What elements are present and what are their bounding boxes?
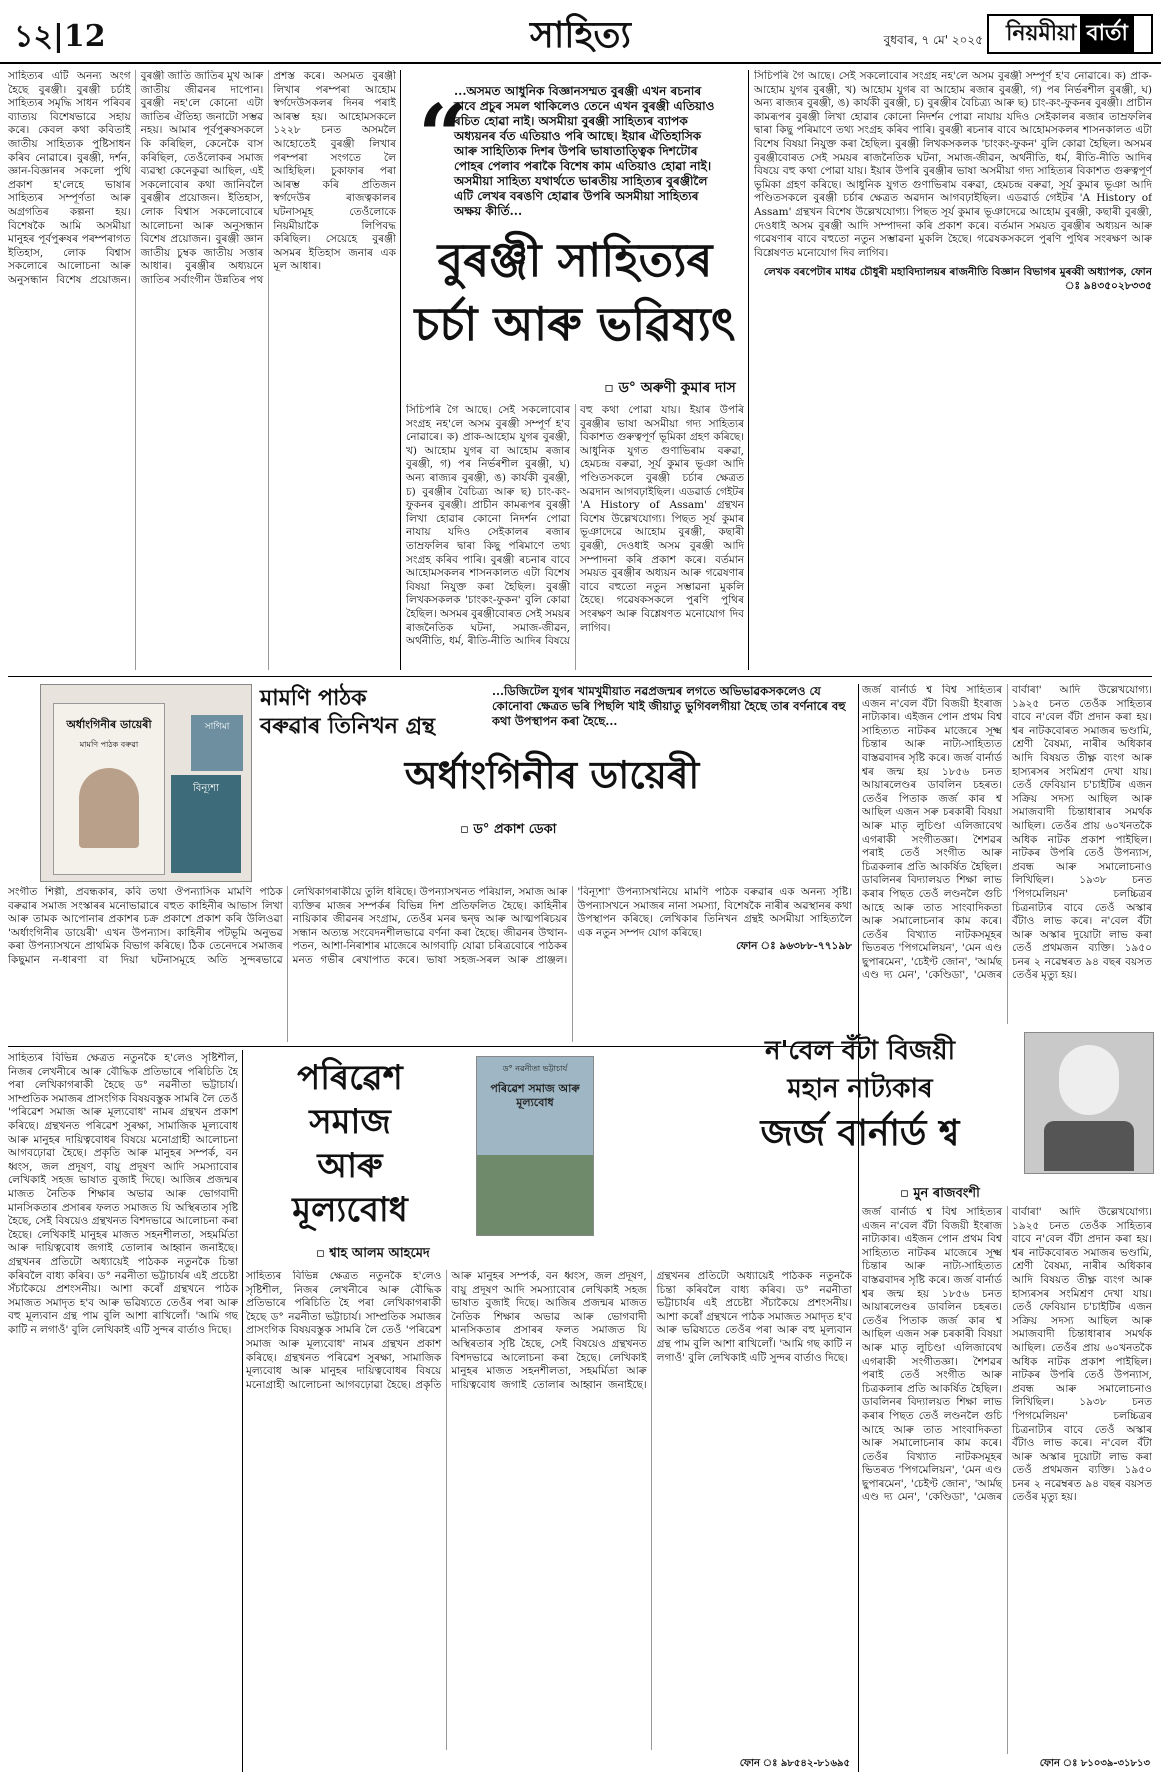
env-byline-text: শ্বাহ আলম আহমেদ [329,1246,430,1261]
shaw-headline-3: জৰ্জ বাৰ্নাৰ্ড শ্ব [760,1112,960,1154]
quote-mark-icon: “ [418,86,468,187]
burunji-body-right [754,70,1152,670]
section-divider [8,676,1152,677]
burunji-byline [560,376,780,400]
burunji-headline-line2: চৰ্চা আৰু ভৱিষ্যৎ [414,297,736,351]
burunji-body-left: সাহিত্যৰ এটি অনন্য অংগ হৈছে বুৰঞ্জী। বুৰঞ্জী চৰ্চাই সাহিত্যৰ সমৃদ্ধি সাধন পৰিবৰ ব্যাত্যয় বিশেষভাৱে সহায় কৰে। কেবল কথা কবিতাই জাতীয় সাহিত্যক পুষ্টিসাধন কৰিব নোৱাৰে। বুৰঞ্জী, দৰ্শন, জ্ঞান-বিজ্ঞানৰ সকলো পুথি প্ৰকাশ হ'লেহে ভাষাৰ সাহিত্যৰ সম্পূৰ্ণতা আৰু অগ্ৰগতিৰ কল্পনা হয়। বিশেষকৈ আমি অসমীয়া মানুহৰ পূৰ্বপুৰুষৰ পৰম্পৰাগত ইতিহাস, লোক বিশ্বাস সকলোৰে আলোচনা আৰু অনুসন্ধান বিশেষ প্ৰয়োজন। বুৰঞ্জী জাতি জাতিৰ মুখ আৰু জাতীয় জীৱনৰ দাপোন। বুৰঞ্জী নহ'লে কোনো এটা জাতিৰ ঐতিহ্য জনাটো সম্ভৱ নহয়। আমাৰ পূৰ্বপুৰুষসকলে কি কৰিছিল, কেনেকৈ বাস কৰিছিল, তেওঁলোকৰ সমাজ ব্যৱস্থা কেনেকুৱা আছিল, এই সকলোবোৰ কথা জানিবলৈ বুৰঞ্জীৰ প্ৰয়োজন। ইতিহাস, লোক বিশ্বাস সকলোবোৰে আলোচনা আৰু অনুসন্ধান বিশেষ প্ৰয়োজন। বুৰঞ্জী জ্ঞান জাতীয় চুম্বক জাতীয় সত্তাৰ আধাৰ। বুৰঞ্জীৰ অধ্যয়নে জাতিৰ সৰ্বাংগীন উন্নতিৰ পথ প্ৰশস্ত কৰে। অসমত বুৰঞ্জী লিখাৰ পৰম্পৰা আহোম স্বৰ্গদেউসকলৰ দিনৰ পৰাই আৰম্ভ হয়। আহোমসকলে ১২২৮ চনত অসমলৈ আহোতেই বুৰঞ্জী লিখাৰ পৰম্পৰা সংগতে লৈ আহিছিল। চুকাফাৰ পৰা আৰম্ভ কৰি প্ৰতিজন স্বৰ্গদেউৰ ৰাজত্বকালৰ ঘটনাসমূহ তেওঁলোকে নিয়মীয়াকৈ লিপিবদ্ধ কৰিছিল। সেয়েহে বুৰঞ্জী অসমৰ ইতিহাস জনাৰ এক মূল আধাৰ। [8,70,396,286]
byline-square-icon: ▫ [460,822,474,837]
env-headline-4: মূল্যবোধ [292,1190,408,1230]
book-cover-main [53,703,165,875]
author-portrait-image [79,768,139,848]
book-cover-title: অৰ্ধাংগিনীৰ ডায়েৰী [66,718,152,731]
environment-phone: ফোন ঃ ৯৮৫৪২-৮১৬৯৫ [739,1758,850,1769]
burunji-byline-text: ড° অৰুণী কুমাৰ দাস [618,380,736,396]
logo-left: নিয়মীয়া [1006,19,1077,46]
diary-teaser: ...ডিজিটেল যুগৰ খামখুমীয়াত নৱপ্ৰজন্মৰ লগতে অভিভাৱকসকলেও যে কোনোবা ক্ষেত্ৰত ভৰি পিছলি খাই জীয়াতু ভুগিবলগীয়া হৈছে তাৰ বৰ্ণনাৰে বহু কথা উপস্থাপন কৰা হৈছে... [492,684,846,728]
environment-byline [316,1244,516,1265]
shaw-body-top [862,684,1152,1024]
burunji-headline [355,228,795,378]
burunji-pull-quote: ...অসমত আধুনিক বিজ্ঞানসম্মত বুৰঞ্জী এখন ৰচনাৰ বাবে প্ৰচুৰ সমল থাকিলেও তেনে এখন বুৰঞ্জী এতিয়াও ৰচিত হোৱা নাই। অসমীয়া বুৰঞ্জী সাহিত্যৰ ব্যাপক অধ্যয়নৰ ৰ্বত এতিয়াও পৰি আছে। ইয়াৰ ঐতিহাসিক আৰু সাহিত্যিক দিশৰ উপৰি ভাষাতাত্ত্বিক দিশটোৰ পোহৰ পেলাব পৰাকৈ বিশেষ কাম এতিয়াও হোৱা নাই। অসমীয়া সাহিত্য যথাৰ্থতে ভাৰতীয় সাহিত্যৰ বুৰঞ্জীলৈ এটি লেখৰ বৰঙণি হোৱাৰ উপৰি অসমীয়া সাহিত্যৰ অক্ষয় কীৰ্তি... [454,84,715,218]
burunji-author-note: লেখক বৰপেটাৰ মাধৱ চৌধুৰী মহাবিদ্যালয়ৰ ৰাজনীতি বিজ্ঞান বিভাগৰ মুৰব্বী অধ্যাপক, ফোন ঃ ৯৪৩৫০২৮৩৩৫ [763,266,1152,292]
burunji-body-center: সিচিপৰি গৈ আছে। সেই সকলোবোৰ সংগ্ৰহ নহ'লে অসম বুৰঞ্জী সম্পূৰ্ণ হ'ব নোৱাৰে। ক) প্ৰাক-আহোম যুগৰ বুৰঞ্জী, খ) আহোম যুগৰ বা আহোম ৰজাৰ বুৰঞ্জী, গ) পৰ নিৰ্ভৰশীল বুৰঞ্জী, ঘ) অন্য ৰাজ্যৰ বুৰঞ্জী, ঙ) কাৰ্যকী বুৰঞ্জী, চ) বুৰঞ্জীৰ বৈচিত্ৰ্য আৰু ছ) চাং-কং-ফুকনৰ বুৰঞ্জী। প্ৰাচীন কামৰূপৰ বুৰঞ্জী লিখা হোৱাৰ কোনো নিদৰ্শন পোৱা নাযায় যদিও সেইকালৰ ৰজাৰ তাম্ৰফলিৰ দ্বাৰা কিছু পৰিমাণে তথ্য সংগ্ৰহ কৰিব পাৰি। বুৰঞ্জী ৰচনাৰ বাবে আহোমসকলৰ শাসনকালত এটা বিশেষ বিষয়া নিযুক্ত কৰা হৈছিল। বুৰঞ্জী লিখকসকলক 'চাংকং-ফুকন' বুলি কোৱা হৈছিল। অসমৰ বুৰঞ্জীবোৰত সেই সময়ৰ ৰাজনৈতিক ঘটনা, সমাজ-জীৱন, অৰ্থনীতি, ধৰ্ম, ৰীতি-নীতি আদিৰ বিষয়ে বহু কথা পোৱা যায়। ইয়াৰ উপৰি বুৰঞ্জীৰ ভাষা অসমীয়া গদ্য সাহিত্যৰ বিকাশত গুৰুত্বপূৰ্ণ ভূমিকা গ্ৰহণ কৰিছে। আধুনিক যুগত গুণাভিৰাম বৰুৱা, হেমচন্দ্ৰ বৰুৱা, সূৰ্য কুমাৰ ভূঞা আদি পণ্ডিতসকলে বুৰঞ্জী চৰ্চাৰ ক্ষেত্ৰত অৱদান আগবঢ়াইছিল। এডৱাৰ্ড গেইটৰ 'A History of Assam' গ্ৰন্থখন বিশেষ উল্লেখযোগ্য। পিছত সূৰ্য কুমাৰ ভূঞাদেৱে আহোম বুৰঞ্জী, কছাৰী বুৰঞ্জী, দেওধাই অসম বুৰঞ্জী আদি সম্পাদনা কৰি প্ৰকাশ কৰে। বৰ্তমান সময়ত বুৰঞ্জীৰ অধ্যয়ন আৰু গৱেষণাৰ বাবে বহুতো নতুন সম্ভাৱনা মুকলি হৈছে। গৱেষকসকলে পুৰণি পুথিৰ সংৰক্ষণ আৰু বিশ্লেষণত মনোযোগ দিব লাগিব। [406,404,744,648]
byline-square-icon: ▫ [316,1246,330,1261]
shaw-body-bottom [862,1206,1152,1754]
diary-headline: অৰ্ধাংগিনীৰ ডায়েৰী [404,752,700,797]
column-divider [242,1050,243,1772]
shaw-body-bottom-text: জৰ্জ বাৰ্নাৰ্ড শ্ব বিশ্ব সাহিত্যৰ এজন ন'বেল বঁটা বিজয়ী ইংৰাজ নাট্যকাৰ। এইজন পোন প্ৰথম বিশ্ব সাহিত্যত নাটকৰ মাজেৰে সূক্ষ্ম চিন্তাৰ আৰু নাট্য-সাহিত্যত বাস্তৱবাদৰ সৃষ্টি কৰে। জৰ্জ বাৰ্নাৰ্ড শ্বৰ জন্ম হয় ১৮৫৬ চনত আয়াৰলেণ্ডৰ ডাবলিন চহৰত। তেওঁৰ পিতাক জৰ্জ কাৰ শ্ব আছিল এজন সৰু চৰকাৰী বিষয়া আৰু মাতৃ লুচিণ্ডা এলিজাবেথ এগৰাকী সংগীতজ্ঞা। শৈশৱৰ পৰাই তেওঁ সংগীত আৰু চিত্ৰকলাৰ প্ৰতি আকৰ্ষিত হৈছিল। ডাবলিনৰ বিদ্যালয়ত শিক্ষা লাভ কৰাৰ পিছত তেওঁ লণ্ডনলৈ গুচি আহে আৰু তাত সাংবাদিকতা আৰু সমালোচনাৰ কাম কৰে। তেওঁৰ বিখ্যাত নাটকসমূহৰ ভিতৰত 'পিগমেলিয়ন', 'মেন এণ্ড ছুপাৰমেন', 'চেইণ্ট জোন', 'আৰ্মছ এণ্ড দ্য মেন', 'কেণ্ডিডা', 'মেজৰ বাৰ্বাৰা' আদি উল্লেখযোগ্য। ১৯২৫ চনত তেওঁক সাহিত্যৰ বাবে ন'বেল বঁটা প্ৰদান কৰা হয়। শ্বৰ নাটকবোৰত সমাজৰ ভণ্ডামি, শ্ৰেণী বৈষম্য, নাৰীৰ অধিকাৰ আদি বিষয়ত তীক্ষ্ণ ব্যংগ আৰু হাস্যৰসৰ সংমিশ্ৰণ দেখা যায়। তেওঁ ফেবিয়ান চ'চাইটিৰ এজন সক্ৰিয় সদস্য আছিল আৰু সমাজবাদী চিন্তাধাৰাৰ সমৰ্থক আছিল। তেওঁৰ প্ৰায় ৬০খনতকৈ অধিক নাটক প্ৰকাশ পাইছিল। নাটকৰ উপৰি তেওঁ উপন্যাস, প্ৰবন্ধ আৰু সমালোচনাও লিখিছিল। ১৯৩৮ চনত 'পিগমেলিয়ন' চলচ্চিত্ৰৰ চিত্ৰনাট্যৰ বাবে তেওঁ অস্কাৰ বঁটাও লাভ কৰে। ন'বেল বঁটা আৰু অস্কাৰ দুয়োটা লাভ কৰা তেওঁ প্ৰথমজন ব্যক্তি। ১৯৫০ চনৰ ২ নৱেম্বৰত ৯৪ বছৰ বয়সত তেওঁৰ মৃত্যু হয়। [862,1206,1152,1504]
environment-body-left [8,1052,238,1772]
env-cover-title: পৰিৱেশ সমাজ আৰু মূল্যবোধ [490,1082,580,1109]
diary-phone: ফোন ঃ ৯৬৩৮৮-৭৭১৯৮ [736,940,852,953]
env-body-right-text: সাহিত্যৰ বিভিন্ন ক্ষেত্ৰত নতুনকৈ হ'লেও সৃষ্টিশীল, নিজৰ লেখনীৰে আৰু বৌদ্ধিক প্ৰতিভাৰে পৰিচিতি হৈ পৰা লেখিকাগৰাকী হৈছে ড° নৱনীতা ভট্টাচাৰ্য। সাম্প্ৰতিক সমাজৰ প্ৰাসংগিক বিষয়বস্তুক সামৰি লৈ তেওঁ 'পৰিৱেশ সমাজ আৰু মূল্যবোধ' নামৰ গ্ৰন্থখন প্ৰকাশ কৰিছে। গ্ৰন্থখনত পৰিৱেশ সুৰক্ষা, সামাজিক মূল্যবোধ আৰু মানুহৰ দায়িত্ববোধৰ বিষয়ে মনোগ্ৰাহী আলোচনা আগবঢ়োৱা হৈছে। প্ৰকৃতি আৰু মানুহৰ সম্পৰ্ক, বন ধ্বংস, জল প্ৰদূষণ, বায়ু প্ৰদূষণ আদি সমস্যাবোৰ লেখিকাই সহজ ভাষাত বুজাই দিছে। আজিৰ প্ৰজন্মৰ মাজত নৈতিক শিক্ষাৰ অভাৱ আৰু ভোগবাদী মানসিকতাৰ প্ৰসাৰৰ ফলত সমাজত যি অস্থিৰতাৰ সৃষ্টি হৈছে, সেই বিষয়েও গ্ৰন্থখনত বিশদভাৱে আলোচনা কৰা হৈছে। লেখিকাই মানুহৰ মাজত সহনশীলতা, সহমৰ্মিতা আৰু দায়িত্ববোধ জগাই তোলাৰ আহ্বান জনাইছে। গ্ৰন্থখনৰ প্ৰতিটো অধ্যায়েই পাঠকক নতুনকৈ চিন্তা কৰিবলৈ বাধ্য কৰিব। ড° নৱনীতা ভট্টাচাৰ্যৰ এই প্ৰচেষ্টা সঁচাকৈয়ে প্ৰশংসনীয়। আশা কৰোঁ গ্ৰন্থখনে পাঠক সমাজত সমাদৃত হ'ব আৰু ভৱিষ্যতে তেওঁৰ পৰা আৰু বহু মূল্যবান গ্ৰন্থ পাম বুলি আশা ৰাখিলোঁ। 'আমি গছ কাটি ন লগাওঁ' বুলি লেখিকাই এটি সুন্দৰ বাৰ্তাও দিছে। [246,1270,852,1391]
column-divider [748,70,749,670]
diary-kicker [260,684,490,740]
env-body-left-text: সাহিত্যৰ বিভিন্ন ক্ষেত্ৰত নতুনকৈ হ'লেও সৃষ্টিশীল, নিজৰ লেখনীৰে আৰু বৌদ্ধিক প্ৰতিভাৰে পৰিচিতি হৈ পৰা লেখিকাগৰাকী হৈছে ড° নৱনীতা ভট্টাচাৰ্য। সাম্প্ৰতিক সমাজৰ প্ৰাসংগিক বিষয়বস্তুক সামৰি লৈ তেওঁ 'পৰিৱেশ সমাজ আৰু মূল্যবোধ' নামৰ গ্ৰন্থখন প্ৰকাশ কৰিছে। গ্ৰন্থখনত পৰিৱেশ সুৰক্ষা, সামাজিক মূল্যবোধ আৰু মানুহৰ দায়িত্ববোধৰ বিষয়ে মনোগ্ৰাহী আলোচনা আগবঢ়োৱা হৈছে। প্ৰকৃতি আৰু মানুহৰ সম্পৰ্ক, বন ধ্বংস, জল প্ৰদূষণ, বায়ু প্ৰদূষণ আদি সমস্যাবোৰ লেখিকাই সহজ ভাষাত বুজাই দিছে। আজিৰ প্ৰজন্মৰ মাজত নৈতিক শিক্ষাৰ অভাৱ আৰু ভোগবাদী মানসিকতাৰ প্ৰসাৰৰ ফলত সমাজত যি অস্থিৰতাৰ সৃষ্টি হৈছে, সেই বিষয়েও গ্ৰন্থখনত বিশদভাৱে আলোচনা কৰা হৈছে। লেখিকাই মানুহৰ মাজত সহনশীলতা, সহমৰ্মিতা আৰু দায়িত্ববোধ জগাই তোলাৰ আহ্বান জনাইছে। গ্ৰন্থখনৰ প্ৰতিটো অধ্যায়েই পাঠকক নতুনকৈ চিন্তা কৰিবলৈ বাধ্য কৰিব। ড° নৱনীতা ভট্টাচাৰ্যৰ এই প্ৰচেষ্টা সঁচাকৈয়ে প্ৰশংসনীয়। আশা কৰোঁ গ্ৰন্থখনে পাঠক সমাজত সমাদৃত হ'ব আৰু ভৱিষ্যতে তেওঁৰ পৰা আৰু বহু মূল্যবান গ্ৰন্থ পাম বুলি আশা ৰাখিলোঁ। 'আমি গছ কাটি ন লগাওঁ' বুলি লেখিকাই এটি সুন্দৰ বাৰ্তাও দিছে। [8,1052,238,1336]
shaw-body-top-text: জৰ্জ বাৰ্নাৰ্ড শ্ব বিশ্ব সাহিত্যৰ এজন ন'বেল বঁটা বিজয়ী ইংৰাজ নাট্যকাৰ। এইজন পোন প্ৰথম বিশ্ব সাহিত্যত নাটকৰ মাজেৰে সূক্ষ্ম চিন্তাৰ আৰু নাট্য-সাহিত্যত বাস্তৱবাদৰ সৃষ্টি কৰে। জৰ্জ বাৰ্নাৰ্ড শ্বৰ জন্ম হয় ১৮৫৬ চনত আয়াৰলেণ্ডৰ ডাবলিন চহৰত। তেওঁৰ পিতাক জৰ্জ কাৰ শ্ব আছিল এজন সৰু চৰকাৰী বিষয়া আৰু মাতৃ লুচিণ্ডা এলিজাবেথ এগৰাকী সংগীতজ্ঞা। শৈশৱৰ পৰাই তেওঁ সংগীত আৰু চিত্ৰকলাৰ প্ৰতি আকৰ্ষিত হৈছিল। ডাবলিনৰ বিদ্যালয়ত শিক্ষা লাভ কৰাৰ পিছত তেওঁ লণ্ডনলৈ গুচি আহে আৰু তাত সাংবাদিকতা আৰু সমালোচনাৰ কাম কৰে। তেওঁৰ বিখ্যাত নাটকসমূহৰ ভিতৰত 'পিগমেলিয়ন', 'মেন এণ্ড ছুপাৰমেন', 'চেইণ্ট জোন', 'আৰ্মছ এণ্ড দ্য মেন', 'কেণ্ডিডা', 'মেজৰ বাৰ্বাৰা' আদি উল্লেখযোগ্য। ১৯২৫ চনত তেওঁক সাহিত্যৰ বাবে ন'বেল বঁটা প্ৰদান কৰা হয়। শ্বৰ নাটকবোৰত সমাজৰ ভণ্ডামি, শ্ৰেণী বৈষম্য, নাৰীৰ অধিকাৰ আদি বিষয়ত তীক্ষ্ণ ব্যংগ আৰু হাস্যৰসৰ সংমিশ্ৰণ দেখা যায়। তেওঁ ফেবিয়ান চ'চাইটিৰ এজন সক্ৰিয় সদস্য আছিল আৰু সমাজবাদী চিন্তাধাৰাৰ সমৰ্থক আছিল। তেওঁৰ প্ৰায় ৬০খনতকৈ অধিক নাটক প্ৰকাশ পাইছিল। নাটকৰ উপৰি তেওঁ উপন্যাস, প্ৰবন্ধ আৰু সমালোচনাও লিখিছিল। ১৯৩৮ চনত 'পিগমেলিয়ন' চলচ্চিত্ৰৰ চিত্ৰনাট্যৰ বাবে তেওঁ অস্কাৰ বঁটাও লাভ কৰে। ন'বেল বঁটা আৰু অস্কাৰ দুয়োটা লাভ কৰা তেওঁ প্ৰথমজন ব্যক্তি। ১৯৫০ চনৰ ২ নৱেম্বৰত ৯৪ বছৰ বয়সত তেওঁৰ মৃত্যু হয়। [862,684,1152,982]
coat-image [1044,1121,1134,1171]
shaw-byline-text: মুন ৰাজবংশী [913,1186,980,1201]
shaw-headline-2: মহান নাট্যকাৰ [787,1074,933,1104]
env-headline-2: সমাজ [309,1102,391,1142]
book-covers-image [40,684,252,882]
diary-kicker-line1: মামণি পাঠক [260,685,367,711]
diary-byline-text: ড° প্ৰকাশ ডেকা [473,822,557,837]
diary-body-text: সংগীত শিল্পী, প্ৰবন্ধকাৰ, কবি তথা ঔপন্যাসিক মামণি পাঠক বৰুৱাৰ সমাজ সংস্কাৰৰ মনোভাৱাৰে বহুত কাহিনীৰ আভাস লিখা আৰু তামক আপোনাৰ প্ৰকাশৰ চক্ৰ প্ৰকাশে প্ৰকাশ কৰি উলিওৱা 'অৰ্ধাংগিনীৰ ডায়েৰী' এখন উপন্যাস। কাহিনীৰ পটভূমি অনুভৱ কৰা উপন্যাসখনে প্ৰাথমিক বিভাগ কৰিছে। ঠিক তেনেদৰে সমাজৰ কিছুমান ন-ধাৰণা বা দিয়া ঘটনাসমূহে অতি সুন্দৰভাৱে লেখিকাগৰাকীয়ে তুলি ধৰিছে। উপন্যাসখনত পৰিয়াল, সমাজ আৰু ব্যক্তিৰ মাজৰ সম্পৰ্কৰ বিভিন্ন দিশ প্ৰতিফলিত হৈছে। কাহিনীৰ নায়িকাৰ জীৱনৰ সংগ্ৰাম, তেওঁৰ মনৰ দ্বন্দ্ব আৰু আত্মপৰিচয়ৰ সন্ধান অত্যন্ত সংবেদনশীলভাৱে বৰ্ণনা কৰা হৈছে। জীৱনৰ উত্থান-পতন, আশা-নিৰাশাৰ মাজেৰে আগবাঢ়ি যোৱা চৰিত্ৰবোৰে পাঠকৰ মনত গভীৰ ৰেখাপাত কৰে। ভাষা সহজ-সৰল আৰু প্ৰাঞ্জল। 'বিন্যূশা' উপন্যাসখনিয়ে মামণি পাঠক বৰুৱাৰ এক অনন্য সৃষ্টি। উপন্যাসখনে সমাজৰ নানা সমস্যা, বিশেষকৈ নাৰীৰ অৱস্থানৰ কথা উপস্থাপন কৰিছে। লেখিকাৰ তিনিখন গ্ৰন্থই অসমীয়া সাহিত্যলৈ এক নতুন সম্পদ যোগ কৰিছে। [8,886,852,966]
section-title: সাহিত্য [530,14,631,56]
column-divider [400,70,401,670]
face-image [1059,1045,1119,1115]
shaw-headline [700,1032,1020,1158]
env-headline-1: পৰিৱেশ [297,1058,403,1098]
column-divider [858,684,859,1044]
logo-right: বাৰ্তা [1080,16,1134,53]
mountain-landscape-image [477,1155,593,1235]
byline-square-icon: ▫ [604,380,619,396]
issue-date: বুধবাৰ, ৭ মে' ২০২৫ [883,33,983,47]
burunji-body-right-text: সিচিপৰি গৈ আছে। সেই সকলোবোৰ সংগ্ৰহ নহ'লে অসম বুৰঞ্জী সম্পূৰ্ণ হ'ব নোৱাৰে। ক) প্ৰাক-আহোম যুগৰ বুৰঞ্জী, খ) আহোম যুগৰ বা আহোম ৰজাৰ বুৰঞ্জী, গ) পৰ নিৰ্ভৰশীল বুৰঞ্জী, ঘ) অন্য ৰাজ্যৰ বুৰঞ্জী, ঙ) কাৰ্যকী বুৰঞ্জী, চ) বুৰঞ্জীৰ বৈচিত্ৰ্য আৰু ছ) চাং-কং-ফুকনৰ বুৰঞ্জী। প্ৰাচীন কামৰূপৰ বুৰঞ্জী লিখা হোৱাৰ কোনো নিদৰ্শন পোৱা নাযায় যদিও সেইকালৰ ৰজাৰ তাম্ৰফলিৰ দ্বাৰা কিছু পৰিমাণে তথ্য সংগ্ৰহ কৰিব পাৰি। বুৰঞ্জী ৰচনাৰ বাবে আহোমসকলৰ শাসনকালত এটা বিশেষ বিষয়া নিযুক্ত কৰা হৈছিল। বুৰঞ্জী লিখকসকলক 'চাংকং-ফুকন' বুলি কোৱা হৈছিল। অসমৰ বুৰঞ্জীবোৰত সেই সময়ৰ ৰাজনৈতিক ঘটনা, সমাজ-জীৱন, অৰ্থনীতি, ধৰ্ম, ৰীতি-নীতি আদিৰ বিষয়ে বহু কথা পোৱা যায়। ইয়াৰ উপৰি বুৰঞ্জীৰ ভাষা অসমীয়া গদ্য সাহিত্যৰ বিকাশত গুৰুত্বপূৰ্ণ ভূমিকা গ্ৰহণ কৰিছে। আধুনিক যুগত গুণাভিৰাম বৰুৱা, হেমচন্দ্ৰ বৰুৱা, সূৰ্য কুমাৰ ভূঞা আদি পণ্ডিতসকলে বুৰঞ্জী চৰ্চাৰ ক্ষেত্ৰত অৱদান আগবঢ়াইছিল। এডৱাৰ্ড গেইটৰ 'A History of Assam' গ্ৰন্থখন বিশেষ উল্লেখযোগ্য। পিছত সূৰ্য কুমাৰ ভূঞাদেৱে আহোম বুৰঞ্জী, কছাৰী বুৰঞ্জী, দেওধাই অসম বুৰঞ্জী আদি সম্পাদনা কৰি প্ৰকাশ কৰে। বৰ্তমান সময়ত বুৰঞ্জীৰ অধ্যয়ন আৰু গৱেষণাৰ বাবে বহুতো নতুন সম্ভাৱনা মুকলি হৈছে। গৱেষকসকলে পুৰণি পুথিৰ সংৰক্ষণ আৰু বিশ্লেষণত মনোযোগ দিব লাগিব। [754,70,1152,259]
shaw-portrait-image [1024,1032,1154,1174]
burunji-quote-box [418,84,724,222]
diary-kicker-line2: বৰুৱাৰ তিনিখন গ্ৰন্থ [260,713,436,739]
shaw-phone: ফোন ঃ ৮১০৩৯-৩১৮১৩ [1039,1758,1150,1769]
byline-square-icon: ▫ [900,1186,914,1201]
env-cover-author: ড° নৱনীতা ভট্টাচাৰ্য [502,1064,568,1073]
env-headline-3: আৰু [317,1146,383,1186]
book-cover-third: সাগিমা [191,715,243,771]
page-number: ১২|12 [14,19,106,54]
book-cover-second: বিন্যূশা [171,775,241,873]
diary-byline [460,820,640,841]
shaw-byline [900,1184,1080,1205]
environment-headline [250,1056,450,1232]
diary-body [8,886,852,1042]
burunji-headline-line1: বুৰঞ্জী সাহিত্যৰ [437,233,713,287]
environment-book-cover [476,1056,594,1236]
newspaper-logo [987,14,1153,54]
masthead [0,0,1161,64]
book-cover-author: মামণি পাঠক বৰুৱা [79,740,139,749]
environment-body-right [246,1270,852,1750]
shaw-headline-1: ন'বেল বঁটা বিজয়ী [764,1036,956,1066]
